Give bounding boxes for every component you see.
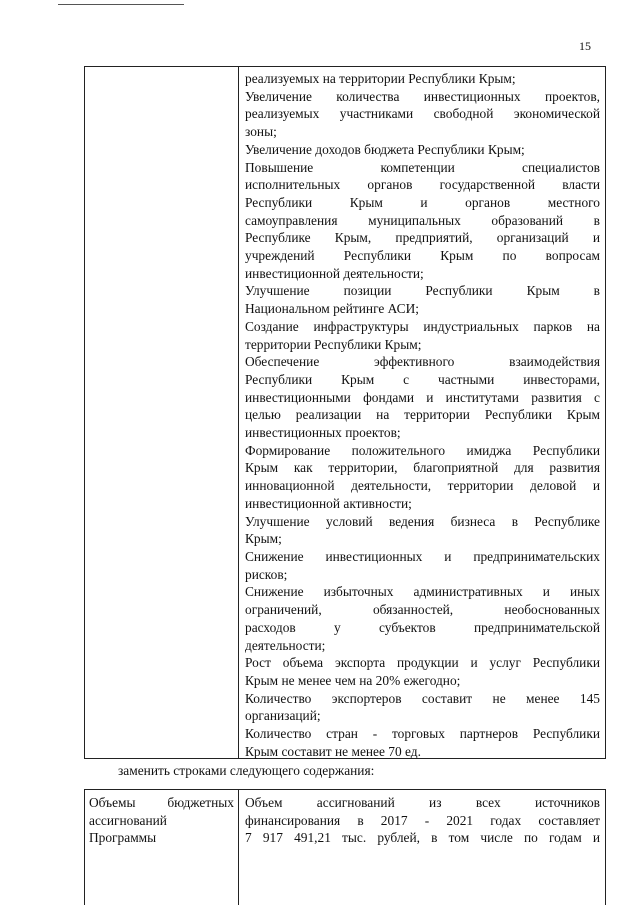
- column-divider: [238, 67, 239, 758]
- result-line: инвестиционной деятельности;: [245, 265, 424, 281]
- result-line: деятельности;: [245, 637, 326, 653]
- result-line: Национальном рейтинге АСИ;: [245, 301, 420, 317]
- result-line: исполнительных органов государственной власти: [245, 177, 600, 193]
- result-line: Количество экспортеров составит не менее 145: [245, 690, 600, 706]
- header-rule: [58, 4, 184, 5]
- result-line: самоуправления муниципальных образований в: [245, 212, 600, 228]
- budget-amount-line: Объем ассигнований из всех источников: [245, 795, 600, 810]
- result-line: Формирование положительного имиджа Республики: [245, 442, 600, 458]
- result-line: территории Республики Крым;: [245, 336, 422, 352]
- replace-instruction: заменить строками следующего содержания:: [118, 763, 375, 778]
- budget-amount-line: 7 917 491,21 тыс. рублей, в том числе по годам и: [245, 830, 600, 846]
- result-line: Создание инфраструктуры индустриальных парков на: [245, 318, 600, 334]
- result-line: зоны;: [245, 124, 277, 140]
- replacement-table: [84, 789, 606, 905]
- result-line: инвестиционными фондами и институтами развития с: [245, 389, 600, 405]
- result-line: учреждений Республики Крым по вопросам: [245, 248, 600, 264]
- result-line: организаций;: [245, 708, 321, 724]
- result-line: Обеспечение эффективного взаимодействия: [245, 354, 600, 370]
- page-number: 15: [579, 39, 591, 53]
- result-line: Крым составит не менее 70 ед.: [245, 743, 421, 759]
- result-line: Крым как территории, благоприятной для развития: [245, 460, 600, 476]
- result-line: Рост объема экспорта продукции и услуг Республики: [245, 655, 600, 671]
- result-line: Республике Крым, предприятий, организаций и: [245, 230, 600, 246]
- budget-amount-cell: [245, 794, 600, 847]
- column-divider: [238, 790, 239, 905]
- budget-amount-line: финансирования в 2017 - 2021 годах составляет: [245, 812, 600, 828]
- budget-label-line: Объемы бюджетных: [89, 795, 234, 810]
- result-line: Крым;: [245, 531, 282, 547]
- result-line: Улучшение позиции Республики Крым в: [245, 283, 600, 299]
- result-line: инвестиционных проектов;: [245, 425, 401, 441]
- expected-results-cell: [245, 70, 600, 760]
- result-line: рисков;: [245, 566, 288, 582]
- result-line: Повышение компетенции специалистов: [245, 159, 600, 175]
- continuation-table: [84, 66, 606, 759]
- budget-label-line: Программы: [89, 830, 157, 846]
- result-line: ограничений, обязанностей, необоснованных: [245, 602, 600, 618]
- result-line: реализуемых участниками свободной экономической: [245, 106, 600, 122]
- result-line: Крым не менее чем на 20% ежегодно;: [245, 672, 461, 688]
- result-line: Увеличение количества инвестиционных проектов,: [245, 88, 600, 104]
- result-line: Улучшение условий ведения бизнеса в Республике: [245, 513, 600, 529]
- result-line: Снижение инвестиционных и предпринимательских: [245, 548, 600, 564]
- result-line: Снижение избыточных административных и иных: [245, 584, 600, 600]
- result-line: расходов у субъектов предпринимательской: [245, 619, 600, 635]
- result-line: реализуемых на территории Республики Крым;: [245, 71, 516, 86]
- budget-label-cell: [89, 794, 234, 847]
- result-line: Количество стран - торговых партнеров Республики: [245, 726, 600, 742]
- result-line: инвестиционной активности;: [245, 495, 412, 511]
- result-line: целью реализации на территории Республики Крым: [245, 407, 600, 423]
- budget-label-line: ассигнований: [89, 812, 167, 828]
- result-line: Республики Крым и органов местного: [245, 194, 600, 210]
- result-line: инновационной деятельности, территории деловой и: [245, 478, 600, 494]
- result-line: Республики Крым с частными инвесторами,: [245, 371, 600, 387]
- result-line: Увеличение доходов бюджета Республики Крым;: [245, 141, 525, 157]
